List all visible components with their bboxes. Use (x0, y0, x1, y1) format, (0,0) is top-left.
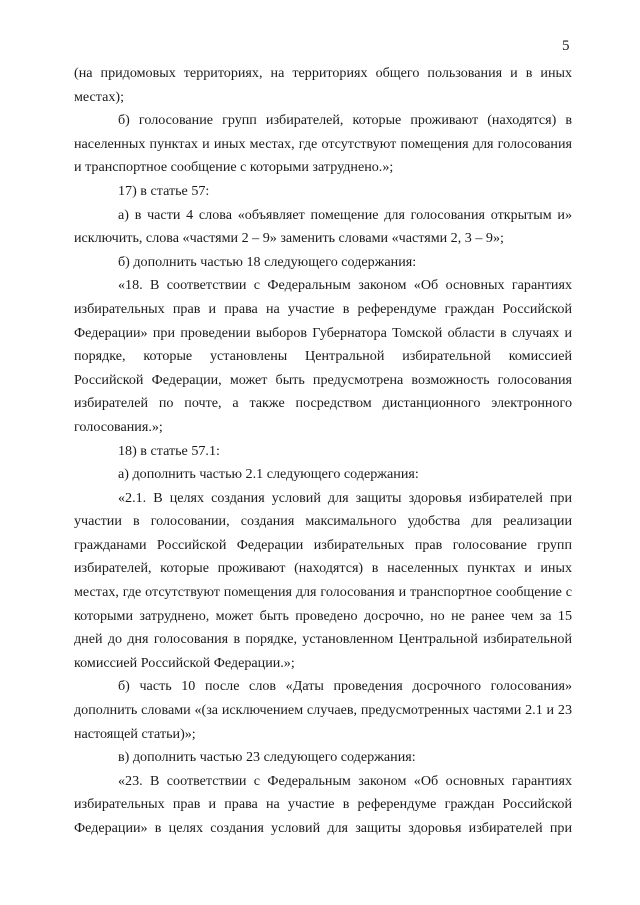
paragraph: «18. В соответствии с Федеральным законом «Об основных гарантиях избирательных прав и права на участие в референдуме граждан Российской Федерации» при проведении выборов Губернатора Томской области в случаях и порядке, которые установлены Центральной избирательной комиссией Российской Федерации, может быть предусмотрена возможность голосования избирателей по почте, а также посредством дистанционного электронного голосования.»; (74, 277, 572, 435)
paragraph: 18) в статье 57.1: (118, 442, 220, 459)
paragraph: б) дополнить частью 18 следующего содержания: (118, 253, 417, 270)
paragraph: б) голосование групп избирателей, которые проживают (находятся) в населенных пунктах и иных местах, где отсутствуют помещения для голосования и транспортное сообщение с которыми затруднено.»; (74, 112, 572, 176)
paragraph: а) в части 4 слова «объявляет помещение для голосования открытым и» исключить, слова «частями 2 – 9» заменить словами «частями 2, 3 – 9»; (74, 206, 572, 247)
page-number: 5 (562, 38, 570, 54)
paragraph: «2.1. В целях создания условий для защиты здоровья избирателей при участии в голосовании, создания максимального удобства для реализации гражданами Российской Федерации избирательных прав голосование групп избирателей, которые проживают (находятся) в населенных пунктах и иных местах, где отсутствуют помещения для голосования и транспортное сообщение с которыми затруднено, может быть проведено досрочно, но не ранее чем за 15 дней до дня голосования в порядке, установленном Центральной избирательной комиссией Российской Федерации.»; (74, 489, 572, 671)
document-body (74, 62, 572, 841)
paragraph: б) часть 10 после слов «Даты проведения досрочного голосования» дополнить словами «(за исключением случаев, предусмотренных частями 2.1 и 23 настоящей статьи)»; (74, 678, 572, 742)
paragraph: (на придомовых территориях, на территориях общего пользования и в иных местах); (74, 65, 572, 105)
paragraph: в) дополнить частью 23 следующего содержания: (118, 749, 416, 766)
paragraph: «23. В соответствии с Федеральным законом «Об основных гарантиях избирательных прав и права на участие в референдуме граждан Российской Федерации» в целях создания условий для защиты здоровья избирателей при (74, 772, 572, 836)
paragraph: 17) в статье 57: (118, 182, 210, 199)
paragraph: а) дополнить частью 2.1 следующего содержания: (118, 466, 419, 483)
